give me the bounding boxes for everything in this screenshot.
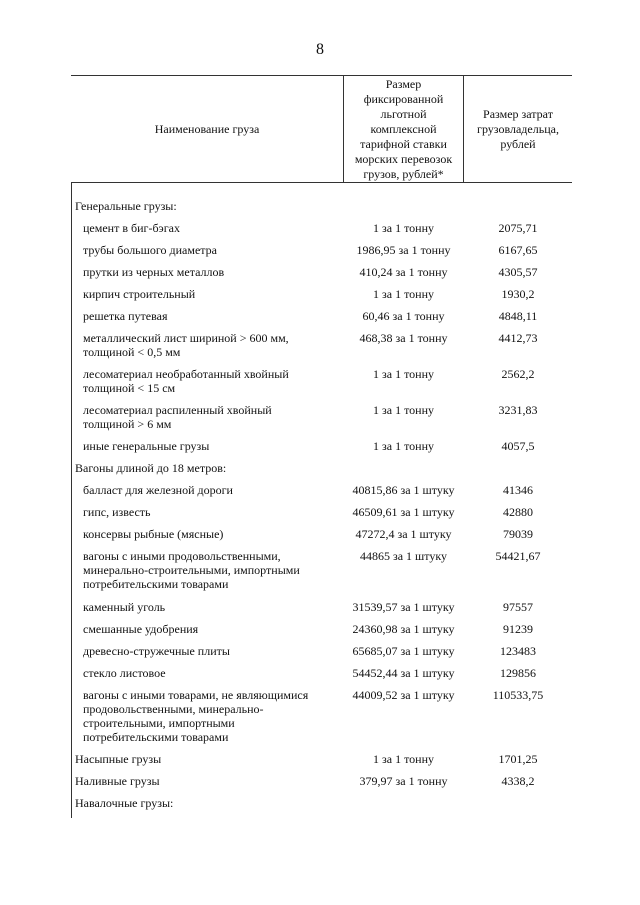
table-row [71, 243, 572, 265]
owner-cost-cell: 110533,75 [492, 688, 544, 702]
tariff-rate-cell: 410,24 за 1 тонну [359, 265, 448, 279]
cargo-name-cell: Наливные грузы [75, 774, 160, 788]
cargo-name-cell: металлический лист шириной > 600 мм, толщиной < 0,5 мм [83, 331, 289, 359]
tariff-rate-cell: 1 за 1 тонну [373, 287, 434, 301]
owner-cost-cell: 129856 [500, 666, 536, 680]
cargo-name-cell: вагоны с иными товарами, не являющимися продовольственными, минерально- строительными, импортными потребительскими товарами [83, 688, 309, 744]
owner-cost-cell [464, 461, 572, 483]
owner-cost-cell: 4848,11 [498, 309, 538, 323]
owner-cost-cell [464, 199, 572, 221]
tariff-rate-cell: 46509,61 за 1 штуку [352, 505, 455, 519]
owner-cost-cell [464, 796, 572, 818]
cargo-name-cell: решетка путевая [83, 309, 168, 323]
table-row [71, 439, 572, 461]
cargo-name-cell: лесоматериал необработанный хвойный толщиной < 15 см [83, 367, 289, 395]
owner-cost-cell: 2562,2 [501, 367, 535, 381]
owner-cost-cell: 42880 [503, 505, 533, 519]
tariff-rate-cell [343, 199, 464, 221]
cargo-name-cell: лесоматериал распиленный хвойный толщиной > 6 мм [83, 403, 272, 431]
table-row [71, 600, 572, 622]
owner-cost-cell: 41346 [503, 483, 533, 497]
tariff-rate-cell: 1986,95 за 1 тонну [356, 243, 451, 257]
tariff-rate-cell: 379,97 за 1 тонну [359, 774, 448, 788]
table-row [71, 309, 572, 331]
table-row [71, 483, 572, 505]
cargo-name-cell: трубы большого диаметра [83, 243, 218, 257]
table-row [71, 688, 572, 752]
cargo-name-cell: Насыпные грузы [75, 752, 162, 766]
category-row [71, 796, 572, 818]
tariff-rate-cell: 1 за 1 тонну [373, 221, 434, 235]
tariff-rate-cell: 31539,57 за 1 штуку [352, 600, 455, 614]
table-row [71, 403, 572, 439]
tariff-rate-cell: 44865 за 1 штуку [359, 549, 448, 563]
cargo-name-cell: стекло листовое [83, 666, 166, 680]
tariff-rate-cell: 1 за 1 тонну [373, 439, 434, 453]
owner-cost-cell: 1701,25 [498, 752, 538, 766]
owner-cost-cell: 79039 [503, 527, 533, 541]
tariff-rate-cell [343, 461, 464, 483]
tariff-rate-cell [343, 796, 464, 818]
cargo-name-cell: балласт для железной дороги [83, 483, 233, 497]
cargo-name-cell: иные генеральные грузы [83, 439, 210, 453]
table-row [71, 644, 572, 666]
owner-cost-cell: 1930,2 [501, 287, 535, 301]
cargo-name-cell: вагоны с иными продовольственными, минерально-строительными, импортными потребительскими товарами [83, 549, 300, 591]
table-row [71, 666, 572, 688]
cargo-name-cell: Навалочные грузы: [75, 796, 174, 810]
owner-cost-cell: 123483 [500, 644, 536, 658]
cargo-name-cell: древесно-стружечные плиты [83, 644, 230, 658]
tariff-rate-cell: 44009,52 за 1 штуку [352, 688, 455, 702]
cargo-name-cell: Вагоны длиной до 18 метров: [75, 461, 227, 475]
table-body [71, 183, 572, 818]
tariff-rate-cell: 24360,98 за 1 штуку [352, 622, 455, 636]
header-tariff-rate-text: Размер фиксированной льготной комплексной тарифной ставки морских перевозок грузов, рублей* [354, 76, 453, 181]
category-row [71, 774, 572, 796]
cargo-name-cell: прутки из черных металлов [83, 265, 225, 279]
header-tariff-rate [343, 76, 464, 182]
header-owner-cost-text: Размер затрат грузовладельца, рублей [477, 106, 559, 151]
table-row [71, 367, 572, 403]
table-row [71, 549, 572, 600]
tariff-rate-cell: 468,38 за 1 тонну [359, 331, 448, 345]
tariff-rate-cell: 47272,4 за 1 штуку [355, 527, 452, 541]
cargo-name-cell: цемент в биг-бэгах [83, 221, 180, 235]
owner-cost-cell: 54421,67 [495, 549, 541, 563]
table-row [71, 622, 572, 644]
table-row [71, 527, 572, 549]
table-row [71, 505, 572, 527]
tariff-rate-cell: 40815,86 за 1 штуку [352, 483, 455, 497]
table-row [71, 287, 572, 309]
tariff-rate-cell: 1 за 1 тонну [373, 403, 434, 417]
tariff-table [71, 75, 572, 818]
cargo-name-cell: каменный уголь [83, 600, 166, 614]
cargo-name-cell: смешанные удобрения [83, 622, 199, 636]
owner-cost-cell: 4057,5 [501, 439, 535, 453]
tariff-rate-cell: 1 за 1 тонну [373, 752, 434, 766]
owner-cost-cell: 97557 [503, 600, 533, 614]
owner-cost-cell: 4338,2 [501, 774, 535, 788]
owner-cost-cell: 3231,83 [498, 403, 538, 417]
owner-cost-cell: 91239 [503, 622, 533, 636]
header-cargo-name: Наименование груза [154, 121, 260, 136]
table-row [71, 265, 572, 287]
cargo-name-cell: кирпич строительный [83, 287, 196, 301]
cargo-name-cell: гипс, известь [83, 505, 151, 519]
category-row [71, 752, 572, 774]
page-number: 8 [316, 41, 324, 58]
tariff-rate-cell: 1 за 1 тонну [373, 367, 434, 381]
owner-cost-cell: 4305,57 [498, 265, 538, 279]
owner-cost-cell: 2075,71 [498, 221, 538, 235]
tariff-rate-cell: 65685,07 за 1 штуку [352, 644, 455, 658]
category-row [71, 461, 572, 483]
table-row [71, 221, 572, 243]
tariff-rate-cell: 60,46 за 1 тонну [362, 309, 445, 323]
cargo-name-cell: консервы рыбные (мясные) [83, 527, 224, 541]
owner-cost-cell: 6167,65 [498, 243, 538, 257]
table-header [71, 75, 572, 183]
owner-cost-cell: 4412,73 [498, 331, 538, 345]
table-row [71, 331, 572, 367]
cargo-name-cell: Генеральные грузы: [75, 199, 177, 213]
header-owner-cost [464, 76, 572, 182]
category-row [71, 199, 572, 221]
tariff-rate-cell: 54452,44 за 1 штуку [352, 666, 455, 680]
